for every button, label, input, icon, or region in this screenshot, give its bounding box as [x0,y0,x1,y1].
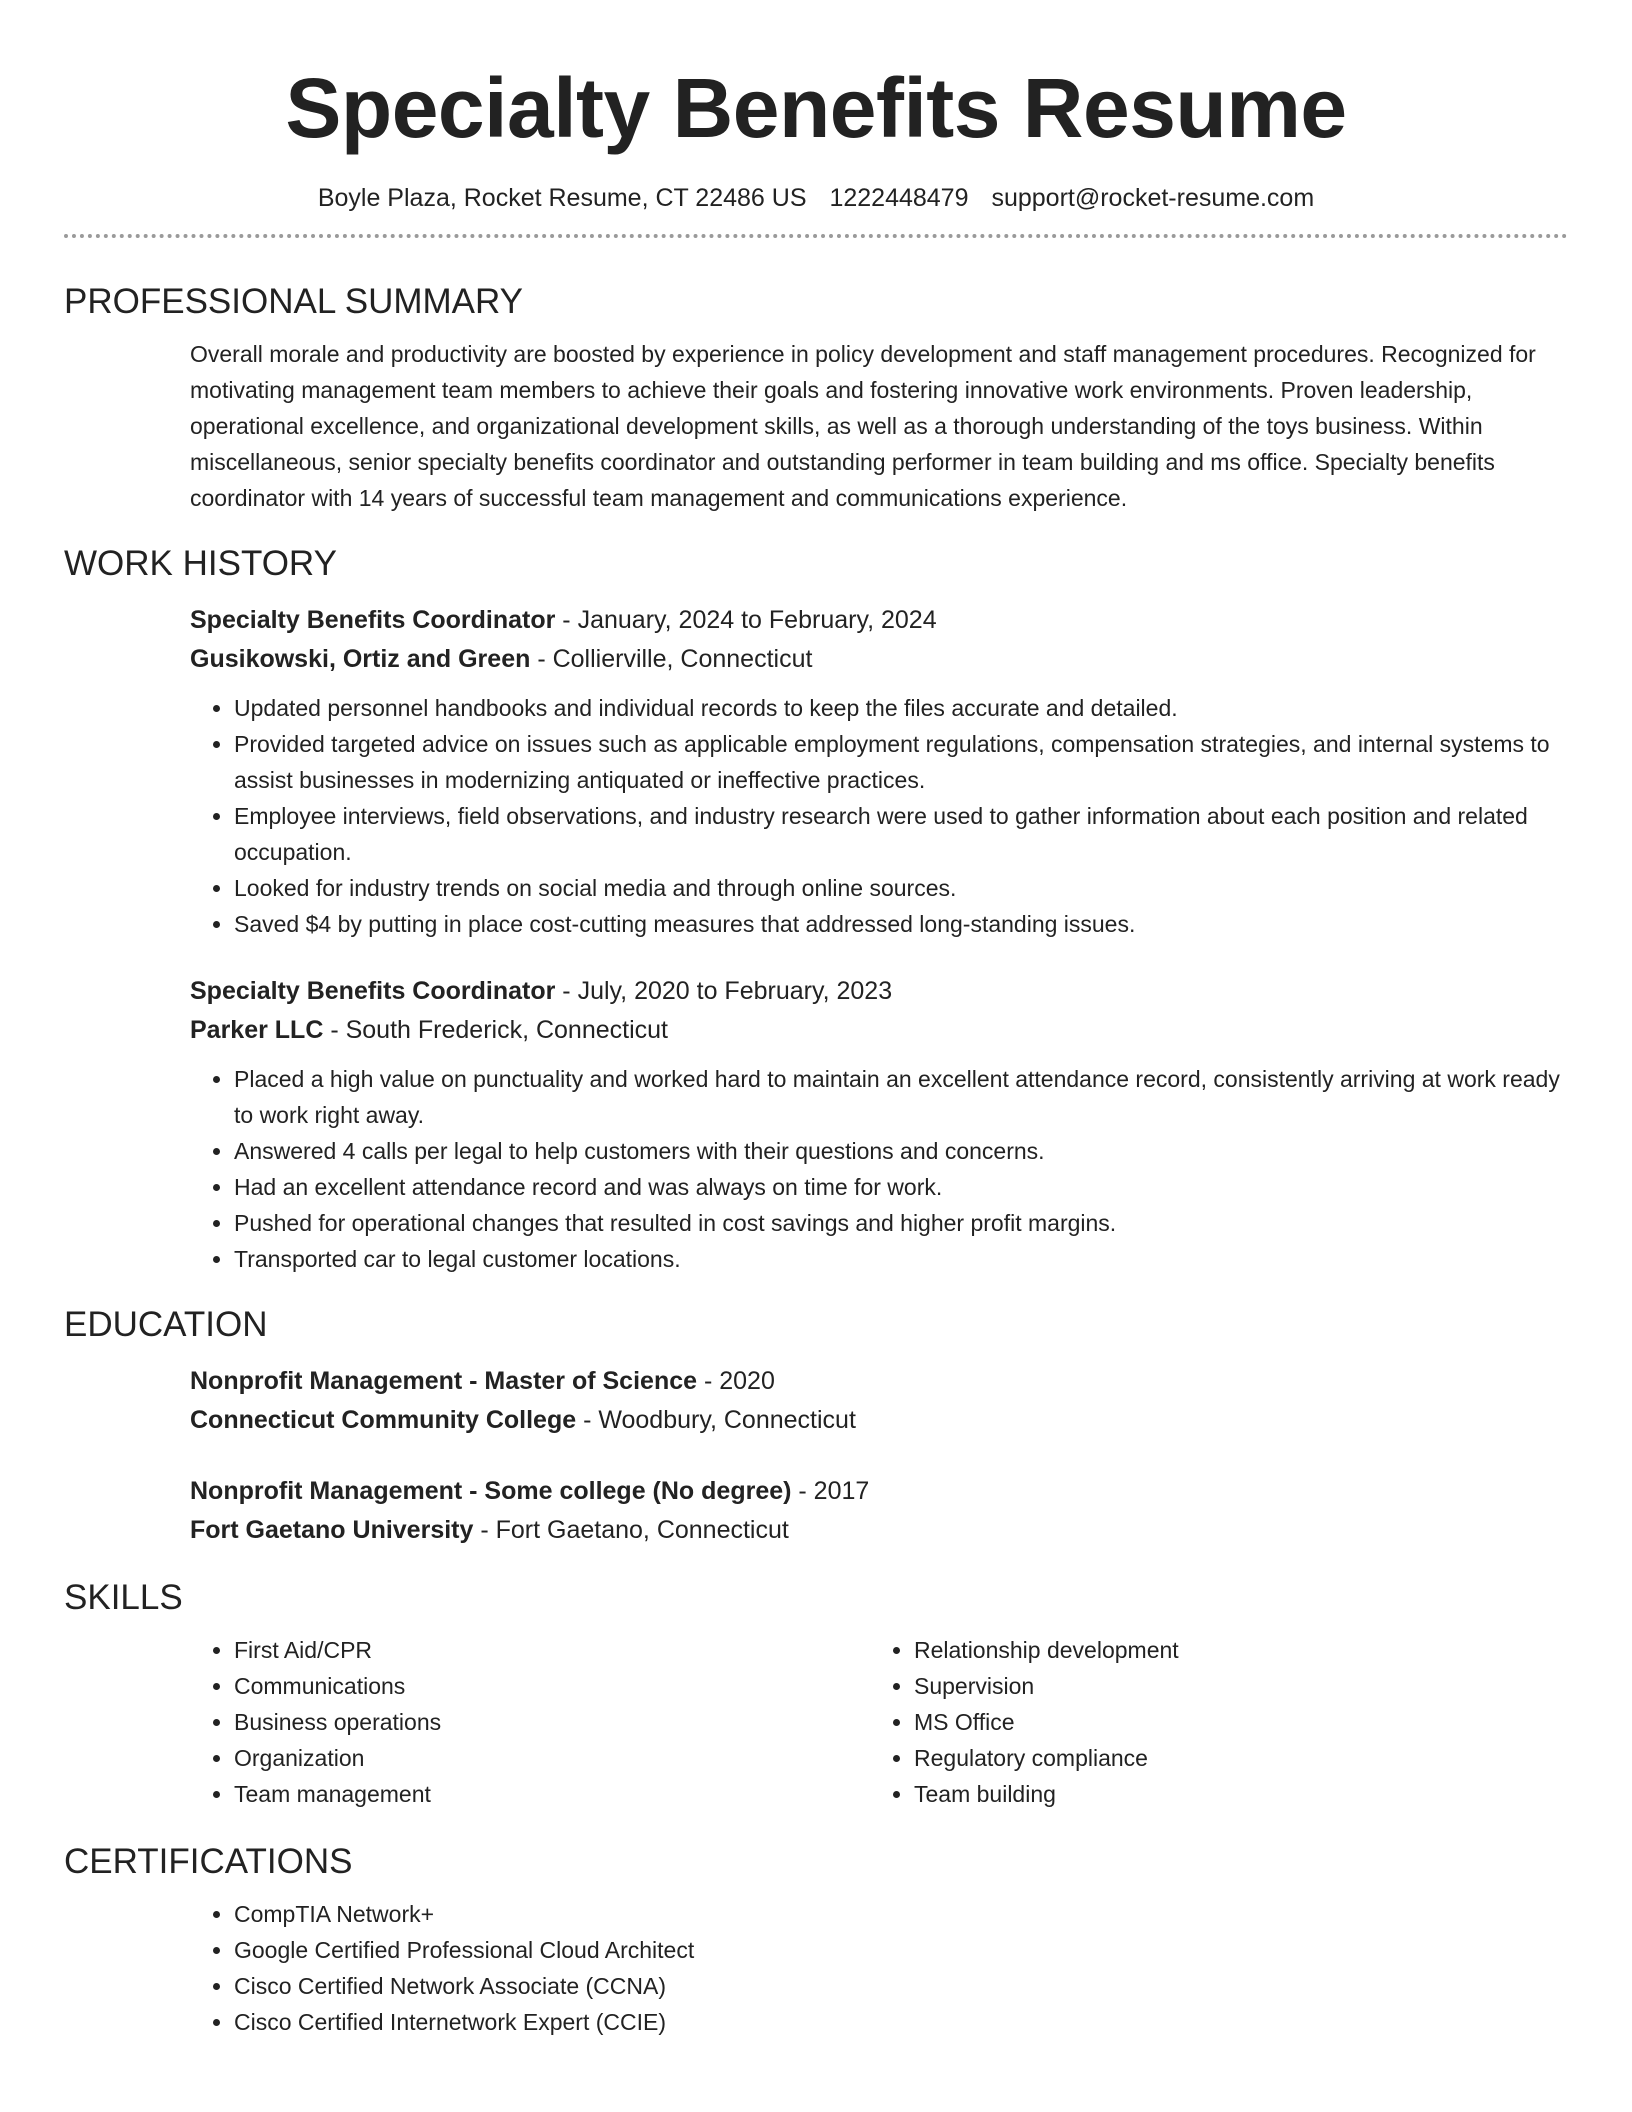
job-entry [190,972,1568,1277]
education-section [64,1303,1568,1550]
job-title-line [190,601,1568,640]
certification-item: • Google Certified Professional Cloud Architect [234,1932,1568,1968]
education-entry [190,1362,1568,1440]
skill-item: • Communications [234,1668,870,1704]
contact-address: Boyle Plaza, Rocket Resume, CT 22486 US [317,184,807,212]
job-duty: • Transported car to legal customer locations. [234,1241,1568,1277]
skills-column-right [870,1632,1550,1812]
header-divider [64,234,1568,238]
school-location: - Fort Gaetano, Connecticut [473,1516,789,1544]
degree: Nonprofit Management - Master of Science [190,1367,698,1395]
job-duty: • Answered 4 calls per legal to help customers with their questions and concerns. [234,1133,1568,1169]
resume-title: Specialty Benefits Resume [285,61,1347,155]
certification-item: • CompTIA Network+ [234,1896,1568,1932]
degree-line [190,1472,1568,1511]
skill-item: • Regulatory compliance [914,1740,1550,1776]
job-title-line [190,972,1568,1011]
skill-item: • First Aid/CPR [234,1632,870,1668]
work-history-section [64,542,1568,1277]
contact-line [64,182,1568,214]
contact-email: support@rocket-resume.com [991,184,1315,212]
summary-section [64,280,1568,516]
job-company: Gusikowski, Ortiz and Green [190,645,531,673]
skills-section [64,1576,1568,1812]
work-history-heading: WORK HISTORY [64,544,337,583]
certifications-list [190,1896,1568,2040]
skills-heading: SKILLS [64,1578,183,1617]
job-duty: • Looked for industry trends on social media and through online sources. [234,870,1568,906]
degree: Nonprofit Management - Some college (No degree) [190,1477,792,1505]
job-duty: • Saved $4 by putting in place cost-cutting measures that addressed long-standing issues. [234,906,1568,942]
skill-item: • Team building [914,1776,1550,1812]
job-company-line [190,1011,1568,1050]
job-duties [190,1061,1568,1277]
job-role: Specialty Benefits Coordinator [190,977,556,1005]
job-dates: - July, 2020 to February, 2023 [555,977,893,1005]
job-duty: • Had an excellent attendance record and was always on time for work. [234,1169,1568,1205]
skill-item: • Relationship development [914,1632,1550,1668]
certifications-heading: CERTIFICATIONS [64,1842,353,1881]
certification-item: • Cisco Certified Network Associate (CCNA) [234,1968,1568,2004]
education-heading: EDUCATION [64,1305,268,1344]
job-location: - South Frederick, Connecticut [323,1016,668,1044]
school-line [190,1511,1568,1550]
degree-line [190,1362,1568,1401]
contact-phone: 1222448479 [829,184,969,212]
school-location: - Woodbury, Connecticut [576,1406,856,1434]
skills-column-left [190,1632,870,1812]
school-line [190,1401,1568,1440]
job-company: Parker LLC [190,1016,324,1044]
job-company-line [190,640,1568,679]
job-duty: • Employee interviews, field observations, and industry research were used to gather information about each position and related occupation. [234,798,1568,870]
certifications-section [64,1840,1568,2040]
school: Fort Gaetano University [190,1516,474,1544]
degree-year: - 2017 [791,1477,870,1505]
skill-item: • MS Office [914,1704,1550,1740]
skill-item: • Team management [234,1776,870,1812]
job-duty: • Placed a high value on punctuality and worked hard to maintain an excellent attendance record, consistently arriving at work ready to work right away. [234,1061,1568,1133]
summary-heading: PROFESSIONAL SUMMARY [64,282,523,321]
summary-text: Overall morale and productivity are boosted by experience in policy development and staff management procedures. Recognized for motivating management team members to achieve their goals and fostering innovative work environments. Proven leadership, operational excellence, and organizational development skills, as well as a thorough understanding of the toys business. Within miscellaneous, senior specialty benefits coordinator and outstanding performer in team building and ms office. Specialty benefits coordinator with 14 years of successful team management and communications experience. [190,341,1536,511]
job-entry [190,601,1568,942]
job-role: Specialty Benefits Coordinator [190,606,556,634]
certification-item: • Cisco Certified Internetwork Expert (CCIE) [234,2004,1568,2040]
skill-item: • Business operations [234,1704,870,1740]
job-duty: • Updated personnel handbooks and individual records to keep the files accurate and detailed. [234,690,1568,726]
degree-year: - 2020 [697,1367,775,1395]
school: Connecticut Community College [190,1406,577,1434]
skills-grid [190,1632,1568,1812]
resume-page [64,0,1568,2040]
skill-item: • Organization [234,1740,870,1776]
job-dates: - January, 2024 to February, 2024 [555,606,937,634]
education-entry [190,1472,1568,1550]
job-duty: • Provided targeted advice on issues such as applicable employment regulations, compensation strategies, and internal systems to assist businesses in modernizing antiquated or ineffective practices. [234,726,1568,798]
skill-item: • Supervision [914,1668,1550,1704]
job-duty: • Pushed for operational changes that resulted in cost savings and higher profit margins. [234,1205,1568,1241]
job-location: - Collierville, Connecticut [530,645,813,673]
job-duties [190,690,1568,942]
